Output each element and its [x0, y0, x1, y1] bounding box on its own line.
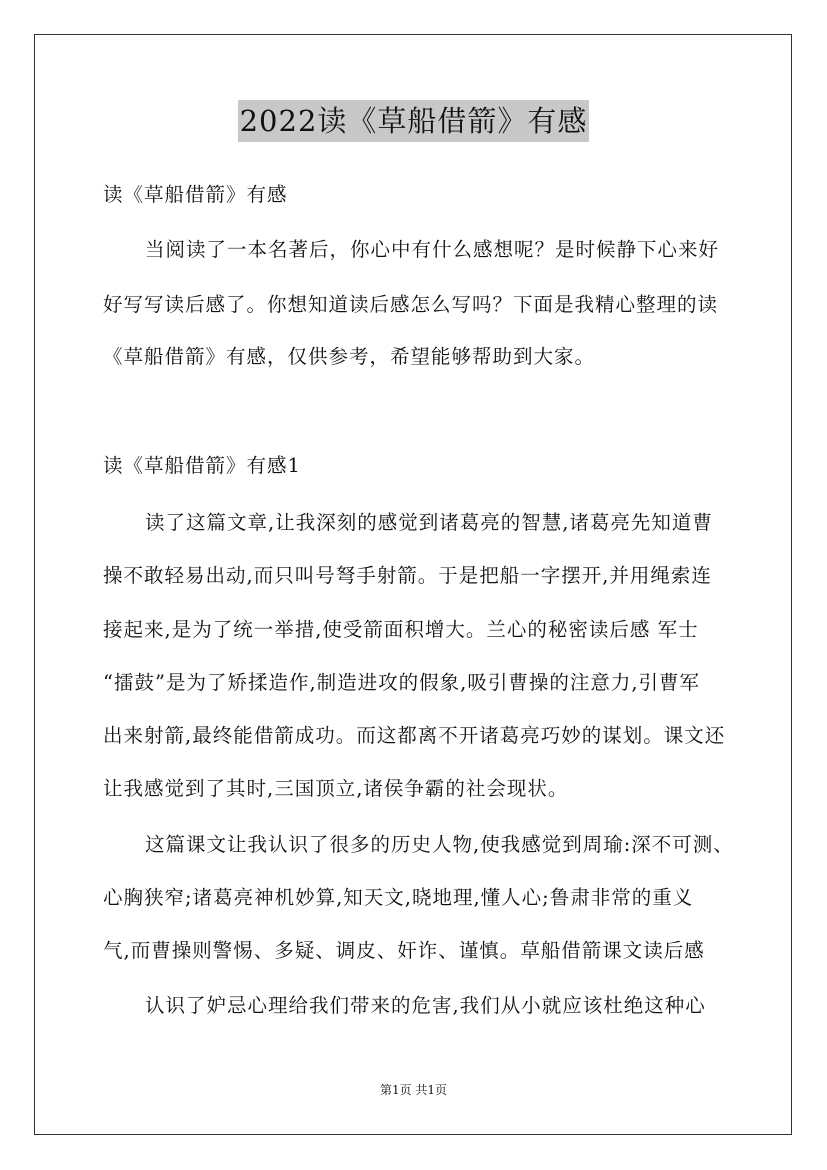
- paragraph-line: “擂鼓”是为了矫揉造作,制造进攻的假象,吸引曹操的注意力,引曹军: [103, 671, 701, 694]
- section-heading: 读《草船借箭》有感: [103, 183, 288, 206]
- paragraph-line: 《草船借箭》有感，仅供参考，希望能够帮助到大家。: [103, 345, 596, 368]
- paragraph-line: 接起来,是为了统一举措,使受箭面积增大。兰心的秘密读后感 军士: [103, 618, 699, 641]
- page-footer: 第1页 共1页: [379, 1083, 448, 1097]
- paragraph-line: 好写写读后感了。你想知道读后感怎么写吗？下面是我精心整理的读: [103, 293, 719, 316]
- title-block: [0, 100, 827, 142]
- paragraph-line: 当阅读了一本名著后，你心中有什么感想呢？是时候静下心来好: [145, 238, 720, 261]
- paragraph-line: 出来射箭,最终能借箭成功。而这都离不开诸葛亮巧妙的谋划。课文还: [103, 724, 726, 747]
- paragraph-line: 这篇课文让我认识了很多的历史人物,使我感觉到周瑜:深不可测、: [145, 833, 734, 856]
- document-title: 2022读《草船借箭》有感: [238, 100, 590, 142]
- paragraph-line: 读了这篇文章,让我深刻的感觉到诸葛亮的智慧,诸葛亮先知道曹: [145, 511, 713, 534]
- paragraph-line: 认识了妒忌心理给我们带来的危害,我们从小就应该杜绝这种心: [145, 994, 706, 1017]
- paragraph-line: 气,而曹操则警惕、多疑、调皮、奸诈、谨慎。草船借箭课文读后感: [103, 939, 705, 962]
- paragraph-line: 让我感觉到了其时,三国顶立,诸侯争霸的社会现状。: [103, 777, 569, 800]
- paragraph-line: 心胸狭窄;诸葛亮神机妙算,知天文,晓地理,懂人心;鲁肃非常的重义: [103, 886, 694, 909]
- section-heading: 读《草船借箭》有感1: [103, 454, 301, 477]
- paragraph-line: 操不敢轻易出动,而只叫号弩手射箭。于是把船一字摆开,并用绳索连: [103, 564, 712, 587]
